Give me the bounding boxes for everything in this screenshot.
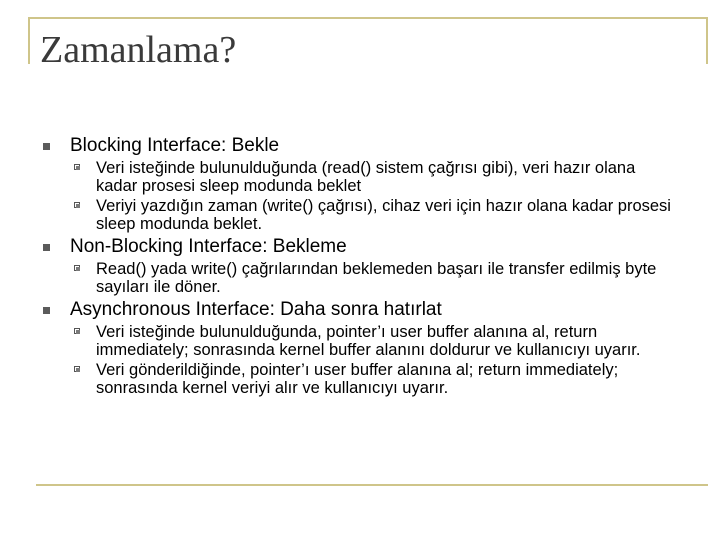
frame-right-line bbox=[706, 17, 708, 64]
bullet-text: Asynchronous Interface: Daha sonra hatırlat bbox=[70, 299, 442, 320]
sub-bullet bbox=[40, 323, 680, 359]
hollow-square-bullet-icon bbox=[74, 328, 80, 334]
frame-top-line bbox=[28, 17, 708, 19]
list-item bbox=[40, 299, 680, 397]
sub-bullet bbox=[40, 361, 680, 397]
bullet-non-blocking bbox=[40, 236, 680, 258]
slide-title: Zamanlama? bbox=[40, 29, 237, 71]
hollow-square-bullet-icon bbox=[74, 366, 80, 372]
bullet-list bbox=[40, 135, 680, 397]
sub-bullet bbox=[40, 260, 680, 296]
square-bullet-icon bbox=[43, 307, 50, 314]
sub-bullet-text: Read() yada write() çağrılarından beklemeden başarı ile transfer edilmiş byte sayıları ile döner. bbox=[96, 260, 657, 296]
bullet-blocking bbox=[40, 135, 680, 157]
hollow-square-bullet-icon bbox=[74, 265, 80, 271]
bullet-asynchronous bbox=[40, 299, 680, 321]
frame-bottom-line bbox=[36, 484, 708, 486]
square-bullet-icon bbox=[43, 143, 50, 150]
sub-bullet-text: Veri gönderildiğinde, pointer’ı user buffer alanına al; return immediately; sonrasında kernel veriyi alır ve kullanıcıyı uyarır. bbox=[96, 361, 619, 397]
sub-bullet bbox=[40, 197, 680, 233]
bullet-text: Blocking Interface: Bekle bbox=[70, 135, 280, 156]
sub-bullet-text: Veriyi yazdığın zaman (write() çağrısı), cihaz veri için hazır olana kadar prosesi sleep modunda beklet. bbox=[96, 197, 671, 233]
bullet-text: Non-Blocking Interface: Bekleme bbox=[70, 236, 347, 257]
list-item bbox=[40, 135, 680, 233]
sub-bullet-text: Veri isteğinde bulunulduğunda, pointer’ı user buffer alanına al, return immediately; sonrasında kernel buffer alanını doldurur ve kullanıcıyı uyarır. bbox=[96, 323, 641, 359]
sub-bullet-text: Veri isteğinde bulunulduğunda (read() sistem çağrısı gibi), veri hazır olana kadar prosesi sleep modunda beklet bbox=[96, 159, 636, 195]
square-bullet-icon bbox=[43, 244, 50, 251]
hollow-square-bullet-icon bbox=[74, 202, 80, 208]
hollow-square-bullet-icon bbox=[74, 164, 80, 170]
sub-bullet bbox=[40, 159, 680, 195]
list-item bbox=[40, 236, 680, 296]
frame-left-line bbox=[28, 17, 30, 64]
